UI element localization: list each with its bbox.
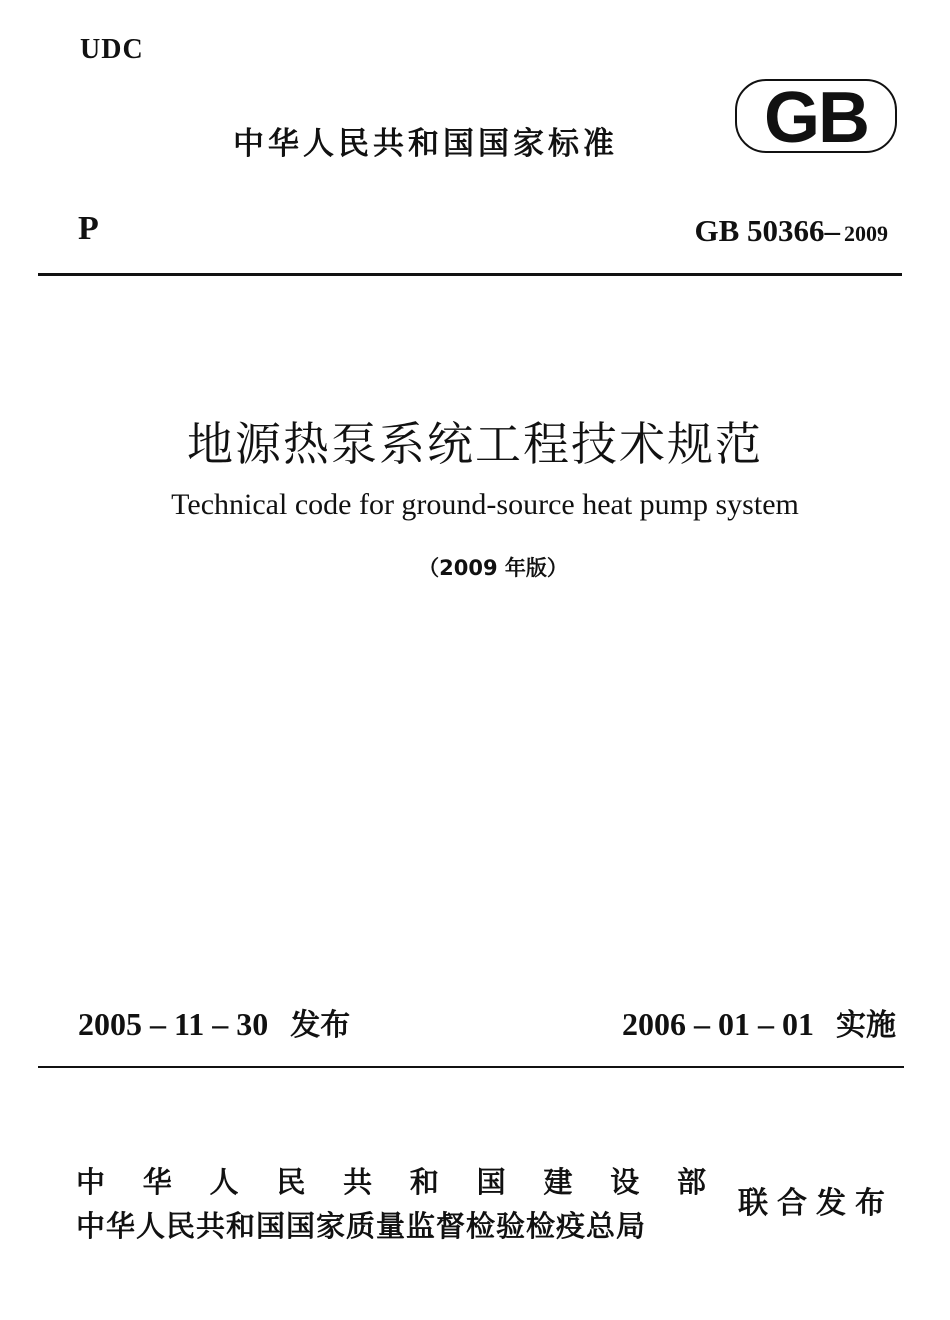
edition-label: （2009 年版）: [418, 556, 568, 580]
standard-number-code: GB 50366: [694, 213, 825, 248]
top-divider: [38, 273, 902, 276]
national-standard-heading: 中华人民共和国国家标准: [233, 126, 618, 162]
classification-code: P: [78, 210, 99, 247]
gb-logo: [734, 76, 898, 156]
implementation-date-block: [622, 1000, 896, 1044]
issue-date: 2005 – 11 – 30: [78, 1006, 269, 1042]
standard-number-year: 2009: [844, 221, 888, 246]
joint-issue-label: 联合发布: [738, 1186, 894, 1221]
standard-number-dash: –: [824, 213, 840, 248]
udc-label: UDC: [80, 34, 144, 65]
issue-date-block: [78, 1000, 350, 1044]
implementation-label: 实施: [836, 1008, 896, 1043]
issuer-aqsiq: 中华人民共和国国家质量监督检验检疫总局: [76, 1209, 647, 1243]
title-chinese: 地源热泵系统工程技术规范: [187, 417, 763, 471]
title-english: Technical code for ground-source heat pump system: [171, 488, 799, 521]
bottom-divider: [38, 1066, 904, 1068]
implementation-date: 2006 – 01 – 01: [622, 1006, 814, 1042]
svg-text:GB: GB: [764, 78, 868, 156]
issuer-ministry: 中 华 人 民 共 和 国 建 设 部: [76, 1165, 706, 1199]
standard-number: [694, 213, 888, 249]
issue-label: 发布: [290, 1008, 351, 1043]
